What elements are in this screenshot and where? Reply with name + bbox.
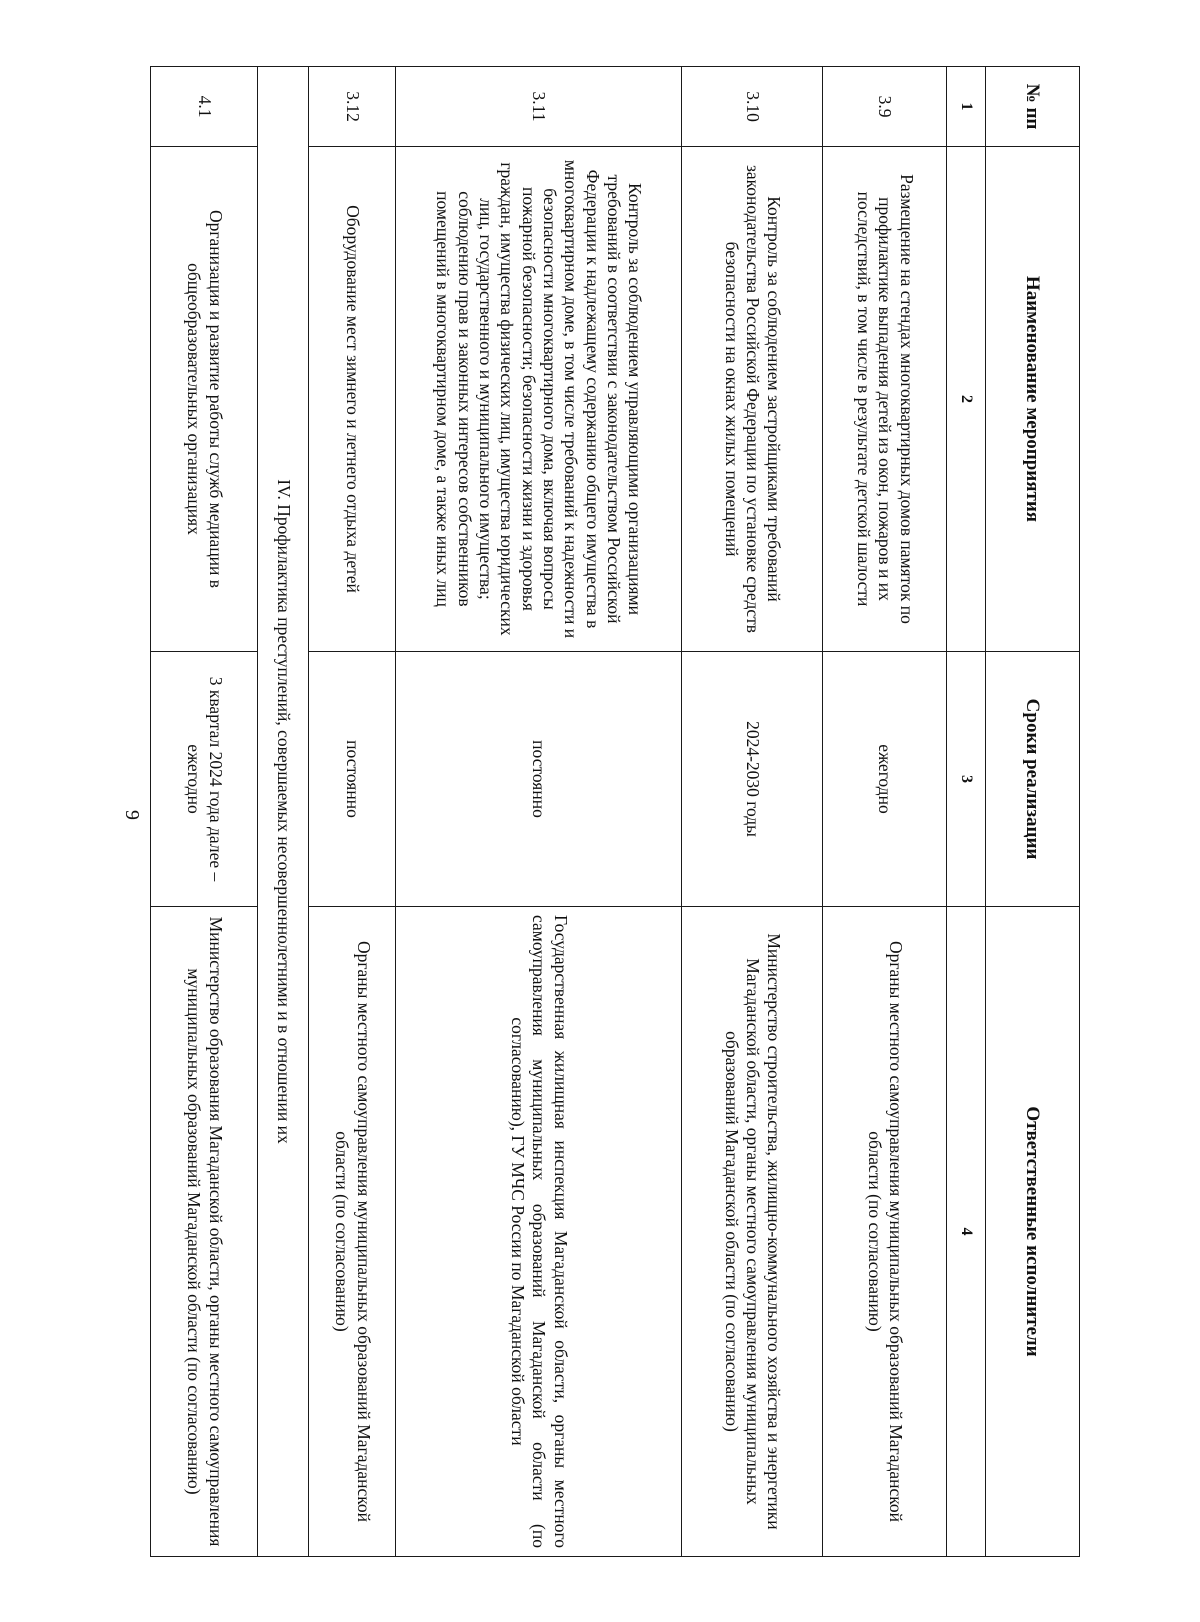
responsible: Органы местного самоуправления муниципальных образований Магаданской области (по согласованию) bbox=[823, 907, 946, 1557]
responsible: Органы местного самоуправления муниципальных образований Магаданской области (по согласованию) bbox=[309, 907, 396, 1557]
term: 2024-2030 годы bbox=[682, 652, 823, 907]
column-number: 1 bbox=[946, 67, 986, 147]
responsible: Государственная жилищная инспекция Магаданской области, органы местного самоуправления муниципальных образований Магаданской области (по согласованию), ГУ МЧС России по Магаданской области bbox=[396, 907, 682, 1557]
measure-name: Организация и развитие работы служб медиации в общеобразовательных организациях bbox=[151, 147, 258, 652]
column-number: 4 bbox=[946, 907, 986, 1557]
row-number: 3.11 bbox=[396, 67, 682, 147]
header-term: Сроки реализации bbox=[986, 652, 1080, 907]
measures-table bbox=[150, 66, 1080, 1557]
term: постоянно bbox=[396, 652, 682, 907]
row-number: 4.1 bbox=[151, 67, 258, 147]
term: постоянно bbox=[309, 652, 396, 907]
responsible: Министерство строительства, жилищно-коммунального хозяйства и энергетики Магаданской области, органы местного самоуправления муниципальных образований Магаданской области (по согласованию) bbox=[682, 907, 823, 1557]
table-row bbox=[309, 67, 396, 1557]
table-row bbox=[151, 67, 258, 1557]
header-name: Наименование мероприятия bbox=[986, 147, 1080, 652]
section-header-row bbox=[258, 67, 309, 1557]
column-number: 2 bbox=[946, 147, 986, 652]
header-num: № пп bbox=[986, 67, 1080, 147]
measure-name: Контроль за соблюдением застройщиками требований законодательства Российской Федерации по установке средств безопасности на окнах жилых помещений bbox=[682, 147, 823, 652]
table-row bbox=[396, 67, 682, 1557]
measures-table-rotated bbox=[150, 66, 1080, 1556]
table-row bbox=[682, 67, 823, 1557]
measure-name: Оборудование мест зимнего и летнего отдыха детей bbox=[309, 147, 396, 652]
header-responsible: Ответственные исполнители bbox=[986, 907, 1080, 1557]
row-number: 3.10 bbox=[682, 67, 823, 147]
table-header-row bbox=[986, 67, 1080, 1557]
column-number-row bbox=[946, 67, 986, 1557]
page-number: 9 bbox=[121, 810, 143, 820]
row-number: 3.9 bbox=[823, 67, 946, 147]
column-number: 3 bbox=[946, 652, 986, 907]
term: ежегодно bbox=[823, 652, 946, 907]
measure-name: Размещение на стендах многоквартирных домов памяток по профилактике выпадения детей из окон, пожаров и их последствий, в том числе в результате детской шалости bbox=[823, 147, 946, 652]
table-row bbox=[823, 67, 946, 1557]
term: 3 квартал 2024 года далее – ежегодно bbox=[151, 652, 258, 907]
responsible: Министерство образования Магаданской области, органы местного самоуправления муниципальных образований Магаданской области (по согласованию) bbox=[151, 907, 258, 1557]
row-number: 3.12 bbox=[309, 67, 396, 147]
section-title: IV. Профилактика преступлений, совершаемых несовершеннолетними и в отношении их bbox=[258, 67, 309, 1557]
measure-name: Контроль за соблюдением управляющими организациями требований в соответствии с законодательством Российской Федерации к надлежащему содержанию общего имущества в многоквартирном доме, в том числе требований к надежности и безопасности многоквартирного дома, включая вопросы пожарной безопасности; безопасности жизни и здоровья граждан, имущества физических лиц, имущества юридических лиц, государственного и муниципального имущества; соблюдению прав и законных интересов собственников помещений в многоквартирном доме, а также иных лиц bbox=[396, 147, 682, 652]
